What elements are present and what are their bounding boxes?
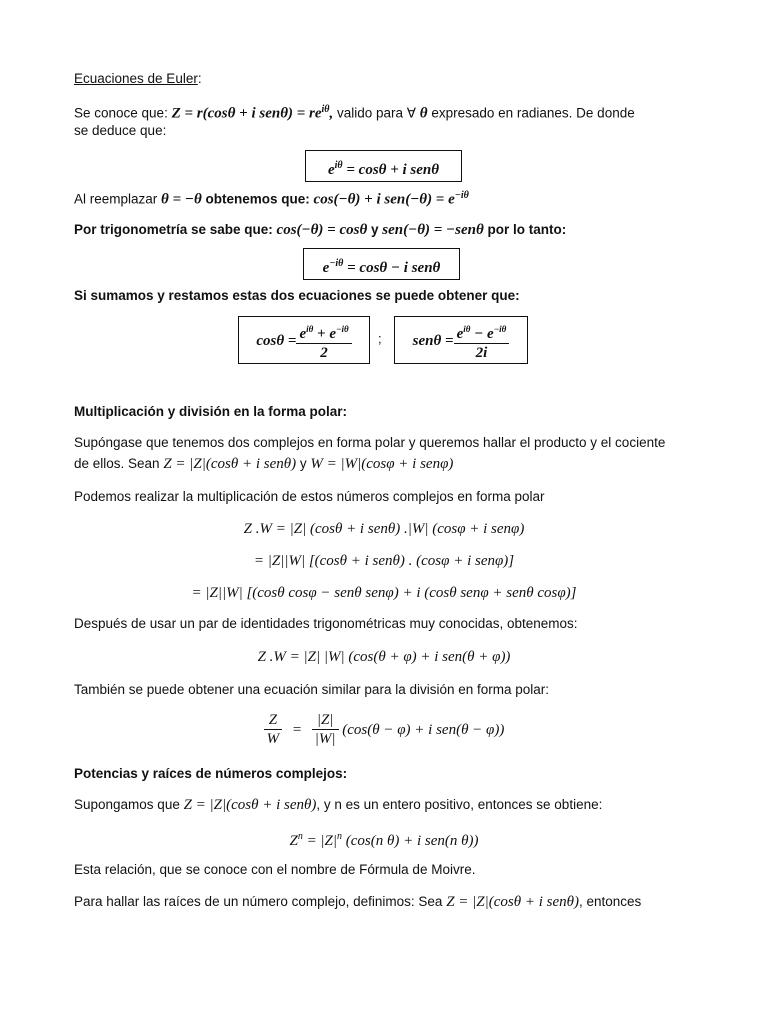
euler-line-2: se deduce que: [74, 123, 167, 138]
polar-paragraph-1b: de ellos. Sean Z = |Z|(cosθ + i senθ) y W = |W|(cosφ + i senφ) [74, 456, 454, 472]
cos-formula-box: cosθ = $\frac{e^{i\theta} + e^{-i\theta}}{2}$ [238, 316, 370, 364]
cos-fraction: $\frac{e^{i\theta} + e^{-i\theta}}{2}$ [296, 320, 351, 362]
euler-line-1: Se conoce que: Z = r(cosθ + i $sen\theta) = re^{i\theta}$, valido para ∀ θ expresado en radianes. De donde [74, 104, 635, 122]
sen-fraction: $\frac{e^{i\theta} - e^{-i\theta}}{2i}$ [454, 320, 510, 362]
semicolon: ; [378, 331, 382, 346]
euler-line-3: Al reemplazar θ = −θ obtenemos que: cos(−θ) + i $sen(-\theta) = e^{-i\theta}$ [74, 190, 469, 208]
polar-title: Multiplicación y división en la forma polar: [74, 404, 348, 419]
equation-4: Z .W = |Z| |W| (cos(θ + φ) + i sen(θ + φ)) [257, 649, 511, 665]
equation-1: Z .W = |Z| (cosθ + i senθ) .|W| (cosφ + i senφ) [243, 521, 525, 537]
powers-paragraph-3: Para hallar las raíces de un número complejo, definimos: Sea Z = |Z|(cosθ + i senθ), entonces [74, 894, 642, 910]
equation-5: $\frac{Z}{W}$ = $\frac{|Z|}{|W|}$ (cos(θ − φ) + i sen(θ − φ)) [0, 711, 768, 748]
equation-3: = |Z||W| [(cosθ cosφ − senθ senφ) + i (cosθ senφ + senθ cosφ)] [191, 585, 577, 601]
moivre-equation: $Z^n = |Z|^n$ (cos(n θ) + i sen(n θ)) [289, 831, 479, 849]
euler-line-5: Si sumamos y restamos estas dos ecuaciones se puede obtener que: [74, 288, 520, 303]
polar-paragraph-4: También se puede obtener una ecuación similar para la división en forma polar: [74, 682, 550, 697]
polar-paragraph-2: Podemos realizar la multiplicación de estos números complejos en forma polar [74, 489, 545, 504]
equation-2: = |Z||W| [(cosθ + i senθ) . (cosφ + i senφ)] [253, 553, 515, 569]
powers-paragraph-2: Esta relación, que se conoce con el nombre de Fórmula de Moivre. [74, 862, 476, 877]
powers-title: Potencias y raíces de números complejos: [74, 766, 348, 781]
euler-title: Ecuaciones de Euler [74, 71, 198, 86]
euler-formula-box: $e^{i\theta} = \cos\theta + i$ senθ [305, 150, 462, 182]
sen-formula-box: senθ = $\frac{e^{i\theta} - e^{-i\theta}}{2i}$ [394, 316, 528, 364]
euler-heading: Ecuaciones de Euler: [74, 71, 202, 86]
z-over-w-fraction: $\frac{Z}{W}$ [264, 711, 283, 748]
polar-paragraph-3: Después de usar un par de identidades trigonométricas muy conocidas, obtenemos: [74, 616, 578, 631]
conjugate-formula-box: $e^{-i\theta} = \cos\theta - i$ senθ [303, 248, 460, 280]
modulus-fraction: $\frac{|Z|}{|W|}$ [312, 711, 339, 748]
powers-paragraph-1: Supongamos que Z = |Z|(cosθ + i senθ), y n es un entero positivo, entonces se obtiene: [74, 797, 603, 813]
euler-line-4: Por trigonometría se sabe que: cos(−θ) = cosθ y sen(−θ) = −senθ por lo tanto: [74, 222, 567, 238]
polar-paragraph-1a: Supóngase que tenemos dos complejos en forma polar y queremos hallar el producto y el cociente [74, 435, 666, 450]
